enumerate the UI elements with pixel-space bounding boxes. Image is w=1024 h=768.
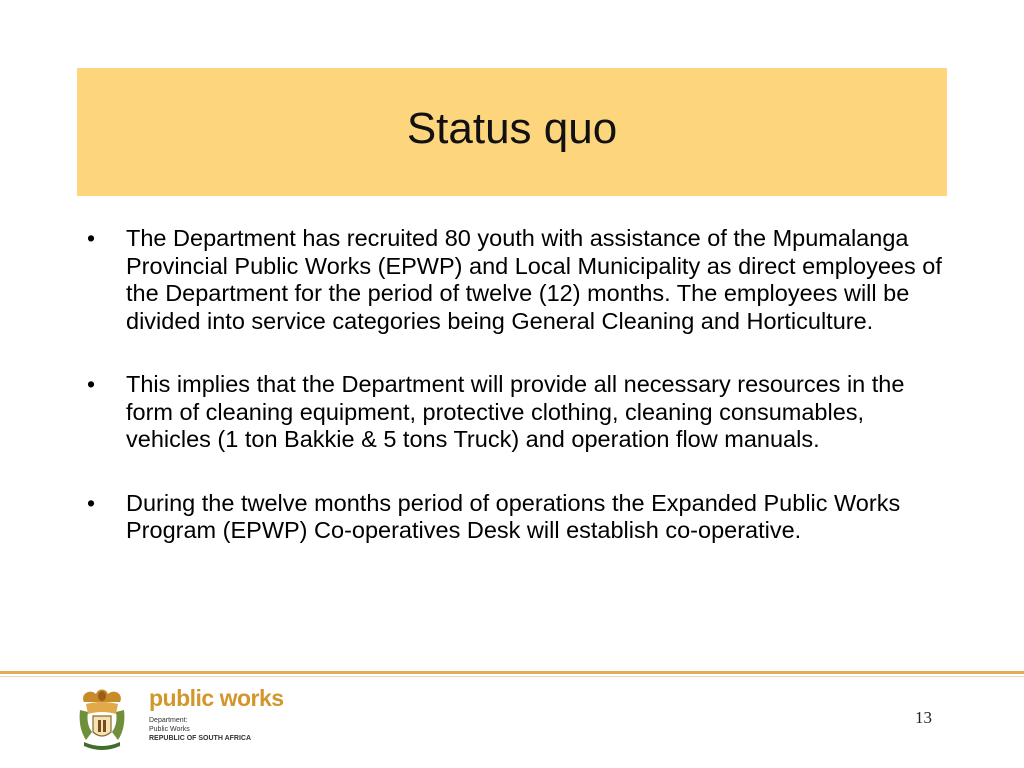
bullet-item xyxy=(87,490,947,545)
bullet-item xyxy=(87,371,947,454)
coat-of-arms-icon xyxy=(76,684,128,754)
bullet-marker: • xyxy=(87,371,96,397)
slide-title: Status quo xyxy=(406,104,618,153)
bullet-marker: • xyxy=(87,225,96,251)
bullet-text: The Department has recruited 80 youth with assistance of the Mpumalanga Provincial Public Works (EPWP) and Local Municipality as direct employees of the Department for the period of twelve (12) months. The employees will be divided into service categories being General Cleaning and Horticulture. xyxy=(126,225,942,334)
footer-divider-thin xyxy=(0,676,1024,677)
public-works-logo xyxy=(149,686,284,743)
bullet-item xyxy=(87,225,947,335)
bullet-list xyxy=(87,225,947,581)
page-number: 13 xyxy=(915,708,932,727)
bullet-text: During the twelve months period of operations the Expanded Public Works Program (EPWP) Co-operatives Desk will establish co-operative. xyxy=(126,489,901,543)
logo-department-line: Department: xyxy=(149,717,188,724)
logo-wordmark: public works xyxy=(149,685,284,711)
bullet-text: This implies that the Department will provide all necessary resources in the form of cleaning equipment, protective clothing, cleaning consumables, vehicles (1 ton Bakkie & 5 tons Truck) and operation flow manuals. xyxy=(126,371,905,452)
logo-department-name: Public Works xyxy=(149,726,190,733)
logo-country: REPUBLIC OF SOUTH AFRICA xyxy=(149,735,252,742)
footer-divider xyxy=(0,671,1024,674)
bullet-marker: • xyxy=(87,489,96,516)
title-banner xyxy=(77,68,947,196)
